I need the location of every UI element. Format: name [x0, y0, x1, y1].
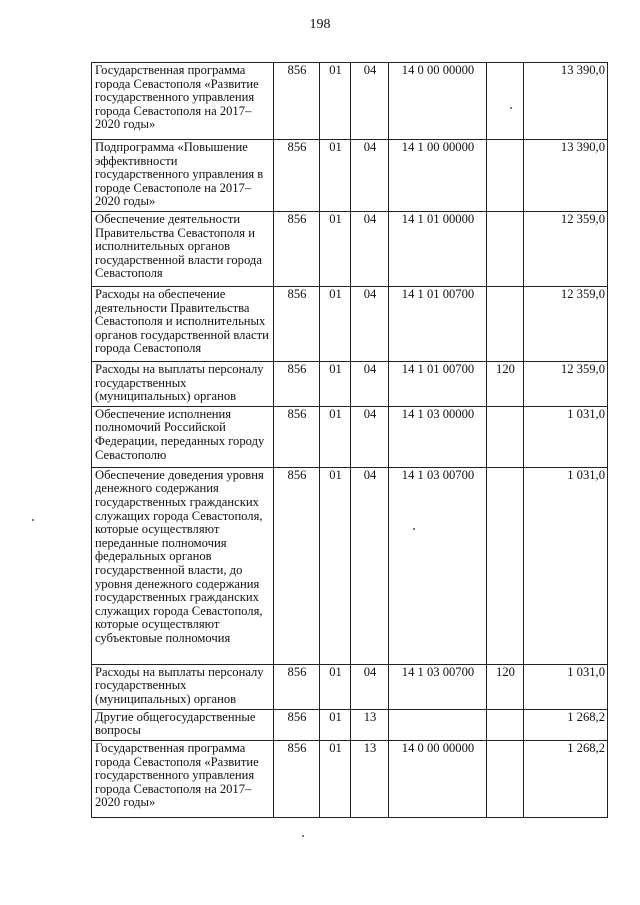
department-code: 856 [274, 406, 320, 467]
table-row [92, 63, 608, 140]
page-number: 198 [309, 17, 331, 32]
item-name: Обеспечение доведения уровня денежного содержания государственных гражданских служащих города Севастополя, которые осуществляют переданные полномочия федеральных органов государственной власти, до уровня денежного содержания государственных гражданских служащих города Севастополя, которые осуществляют субъектовые полномочия [92, 467, 274, 664]
amount: 1 031,0 [524, 664, 608, 709]
expense-type-code [487, 287, 524, 362]
expense-type-code [487, 63, 524, 140]
expense-type-code [487, 212, 524, 287]
section-code: 01 [320, 467, 351, 664]
section-code: 01 [320, 664, 351, 709]
target-article-code: 14 1 03 00000 [389, 406, 487, 467]
target-article-code: 14 0 00 00000 [389, 740, 487, 817]
subsection-code: 13 [351, 709, 389, 740]
item-name: Государственная программа города Севастополя «Развитие государственного управления города Севастополя на 2017–2020 годы» [92, 63, 274, 140]
target-article-code: 14 1 01 00700 [389, 287, 487, 362]
target-article-code: 14 1 01 00700 [389, 362, 487, 407]
amount: 12 359,0 [524, 362, 608, 407]
section-code: 01 [320, 362, 351, 407]
table-row [92, 362, 608, 407]
subsection-code: 04 [351, 467, 389, 664]
amount: 12 359,0 [524, 287, 608, 362]
subsection-code: 04 [351, 287, 389, 362]
scan-speck [510, 107, 512, 109]
item-name: Расходы на выплаты персоналу государственных (муниципальных) органов [92, 362, 274, 407]
section-code: 01 [320, 63, 351, 140]
scan-speck [302, 835, 304, 837]
item-name: Расходы на выплаты персоналу государственных (муниципальных) органов [92, 664, 274, 709]
department-code: 856 [274, 63, 320, 140]
amount: 12 359,0 [524, 212, 608, 287]
item-name: Государственная программа города Севастополя «Развитие государственного управления города Севастополя на 2017–2020 годы» [92, 740, 274, 817]
target-article-code: 14 1 03 00700 [389, 664, 487, 709]
amount: 1 031,0 [524, 467, 608, 664]
section-code: 01 [320, 140, 351, 212]
subsection-code: 04 [351, 664, 389, 709]
table-row [92, 740, 608, 817]
table-row [92, 664, 608, 709]
department-code: 856 [274, 740, 320, 817]
table-row [92, 287, 608, 362]
amount: 13 390,0 [524, 140, 608, 212]
target-article-code [389, 709, 487, 740]
item-name: Подпрограмма «Повышение эффективности государственного управления в городе Севастополе на 2017–2020 годы» [92, 140, 274, 212]
expense-type-code [487, 406, 524, 467]
amount: 13 390,0 [524, 63, 608, 140]
item-name: Расходы на обеспечение деятельности Правительства Севастополя и исполнительных органов государственной власти города Севастополя [92, 287, 274, 362]
department-code: 856 [274, 287, 320, 362]
amount: 1 268,2 [524, 709, 608, 740]
department-code: 856 [274, 467, 320, 664]
department-code: 856 [274, 212, 320, 287]
subsection-code: 04 [351, 406, 389, 467]
department-code: 856 [274, 709, 320, 740]
expense-type-code [487, 140, 524, 212]
table-row [92, 467, 608, 664]
amount: 1 031,0 [524, 406, 608, 467]
table-row [92, 709, 608, 740]
department-code: 856 [274, 140, 320, 212]
table-row [92, 140, 608, 212]
target-article-code: 14 0 00 00000 [389, 63, 487, 140]
expense-type-code [487, 740, 524, 817]
table-row [92, 212, 608, 287]
department-code: 856 [274, 664, 320, 709]
subsection-code: 04 [351, 63, 389, 140]
section-code: 01 [320, 212, 351, 287]
item-name: Другие общегосударственные вопросы [92, 709, 274, 740]
expense-type-code [487, 709, 524, 740]
subsection-code: 04 [351, 140, 389, 212]
target-article-code: 14 1 00 00000 [389, 140, 487, 212]
scan-speck [32, 519, 34, 521]
section-code: 01 [320, 740, 351, 817]
target-article-code: 14 1 01 00000 [389, 212, 487, 287]
subsection-code: 04 [351, 362, 389, 407]
table-row [92, 406, 608, 467]
section-code: 01 [320, 406, 351, 467]
section-code: 01 [320, 709, 351, 740]
subsection-code: 04 [351, 212, 389, 287]
expense-type-code: 120 [487, 362, 524, 407]
budget-table [91, 62, 608, 818]
target-article-code: 14 1 03 00700 [389, 467, 487, 664]
expense-type-code [487, 467, 524, 664]
subsection-code: 13 [351, 740, 389, 817]
scan-speck [413, 528, 415, 530]
item-name: Обеспечение исполнения полномочий Российской Федерации, переданных городу Севастополю [92, 406, 274, 467]
amount: 1 268,2 [524, 740, 608, 817]
expense-type-code: 120 [487, 664, 524, 709]
department-code: 856 [274, 362, 320, 407]
section-code: 01 [320, 287, 351, 362]
item-name: Обеспечение деятельности Правительства Севастополя и исполнительных органов государственной власти города Севастополя [92, 212, 274, 287]
